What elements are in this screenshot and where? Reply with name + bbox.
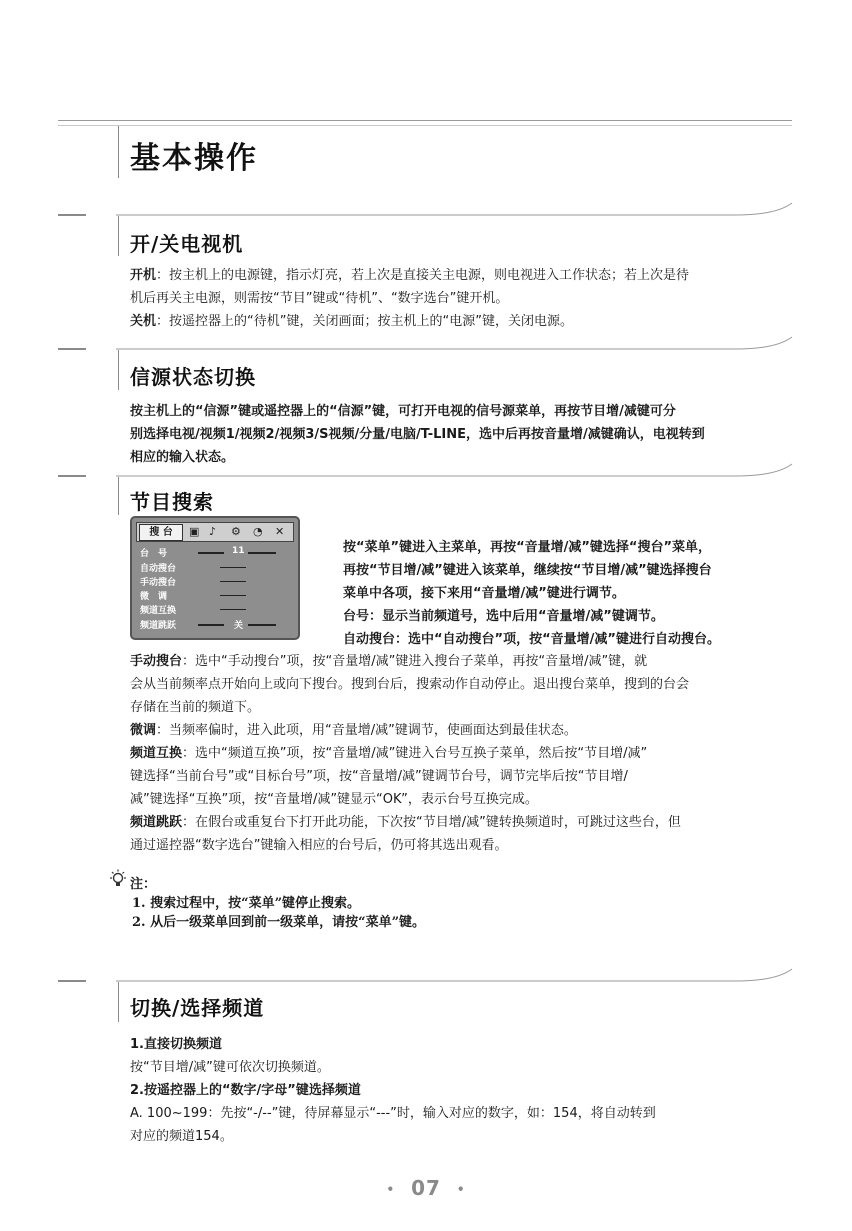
source-line: 相应的输入状态。 [130,450,235,465]
channel-text [130,1033,790,1148]
section-rule-curve [116,461,796,481]
section-rule-curve [116,966,796,986]
source-text [130,400,790,469]
osd-bar [198,624,224,626]
search-line: 会从当前频率点开始向上或向下搜台。搜到台后，搜索动作自动停止。退出搜台菜单，搜到的台会 [130,677,690,692]
osd-bar [220,595,246,596]
channel-line: 对应的频道154。 [130,1129,233,1144]
osd-tab-bar [136,522,294,542]
search-line: 键选择“当前台号”或“目标台号”项，按“音量增/减”键调节台号，调节完毕后按“节目增/ [130,769,628,784]
section-divider [118,350,119,390]
osd-bar [198,552,224,554]
section-title-power: 开/关电视机 [130,232,244,256]
page-title: 基本操作 [130,141,258,176]
search-side-text [343,536,803,651]
osd-bar [220,581,246,582]
function-icon: ⚙ [231,525,241,538]
search-line: 通过遥控器“数字选台”键输入相应的台号后，仍可将其选出观看。 [130,838,508,853]
title-divider [118,126,119,178]
search-line: 减”键选择“互换”项，按“音量增/减”键显示“OK”，表示台号互换完成。 [130,792,538,807]
osd-row: 手动搜台 [140,575,290,588]
osd-value: 11 [232,546,245,556]
channel-line: 2.按遥控器上的“数字/字母”键选择频道 [130,1083,361,1098]
search-text [130,650,790,857]
section-rule [58,348,86,350]
search-side-line: 按“菜单”键进入主菜单，再按“音量增/减”键选择“搜台”菜单， [343,540,712,555]
section-divider [118,982,119,1022]
search-line: 手动搜台：选中“手动搜台”项，按“音量增/减”键进入搜台子菜单，再按“音量增/减”键，就 [130,654,648,669]
power-line: 机后再关主电源，则需按“节目”键或“待机”、“数字选台”键开机。 [130,291,509,306]
source-line: 别选择电视/视频1/视频2/视频3/S视频/分量/电脑/T-LINE，选中后再按音量增/减键确认，电视转到 [130,427,705,442]
section-divider [118,216,119,256]
lightbulb-icon [108,869,128,889]
osd-search-menu [130,516,300,640]
power-text [130,264,790,333]
section-rule-curve [116,200,796,220]
search-side-line: 自动搜台：选中“自动搜台”项，按“音量增/减”键进行自动搜台。 [343,632,720,647]
search-side-line: 台号：显示当前频道号，选中后用“音量增/减”键调节。 [343,609,664,624]
osd-row: 频道跳跃 关 [140,618,290,631]
osd-bar [248,552,276,554]
osd-row: 自动搜台 [140,561,290,574]
search-line: 微调：当频率偏时，进入此项，用“音量增/减”键调节，使画面达到最佳状态。 [130,723,577,738]
note-item: 1. 搜索过程中，按“菜单”键停止搜索。 [132,896,361,911]
timer-icon: ◔ [253,525,263,538]
search-line: 频道跳跃：在假台或重复台下打开此功能，下次按“节目增/减”键转换频道时，可跳过这些台，但 [130,815,681,830]
header-rule-bottom [58,125,792,126]
setup-icon: ✕ [275,525,285,538]
osd-bar [220,609,246,610]
osd-row: 频道互换 [140,603,290,616]
note-label: 注： [130,877,157,892]
section-rule [58,475,86,477]
page-number [0,1176,852,1200]
channel-line: 按“节目增/减”键可依次切换频道。 [130,1060,330,1075]
search-side-line: 菜单中各项，接下来用“音量增/减”键进行调节。 [343,586,625,601]
section-title-channel: 切换/选择频道 [130,996,265,1020]
picture-icon: ▣ [189,525,200,538]
section-rule [58,214,86,216]
power-line: 开机：按主机上的电源键，指示灯亮，若上次是直接关主电源，则电视进入工作状态；若上次是待 [130,268,690,283]
search-line: 频道互换：选中“频道互换”项，按“音量增/减”键进入台号互换子菜单，然后按“节目增/减” [130,746,648,761]
section-rule [58,980,86,982]
osd-row: 微 调 [140,589,290,602]
section-divider [118,477,119,515]
note-item: 2. 从后一级菜单回到前一级菜单，请按“菜单”键。 [132,915,426,930]
header-rule-top [58,120,792,121]
search-line: 存储在当前的频道下。 [130,700,261,715]
osd-tab-search: 搜 台 [139,524,183,541]
section-title-source: 信源状态切换 [130,365,256,389]
page-number-value: 07 [411,1176,441,1200]
osd-bar [248,624,276,626]
search-side-line: 再按“节目增/减”键进入该菜单，继续按“节目增/减”键选择搜台 [343,563,712,578]
source-line: 按主机上的“信源”键或遥控器上的“信源”键，可打开电视的信号源菜单，再按节目增/减键可分 [130,404,676,419]
osd-bar [220,567,246,568]
channel-line: A. 100~199：先按“-/--”键，待屏幕显示“---”时，输入对应的数字，如：154，将自动转到 [130,1106,656,1121]
sound-icon: ♪ [209,525,217,538]
channel-line: 1.直接切换频道 [130,1037,222,1052]
section-title-search: 节目搜索 [130,490,214,514]
page-number-dot: • [386,1182,396,1197]
osd-row: 台 号 11 [140,546,290,559]
osd-value: 关 [234,621,244,631]
power-line: 关机：按遥控器上的“待机”键，关闭画面；按主机上的“电源”键，关闭电源。 [130,314,573,329]
page-number-dot: • [456,1182,466,1197]
section-rule-curve [116,334,796,354]
